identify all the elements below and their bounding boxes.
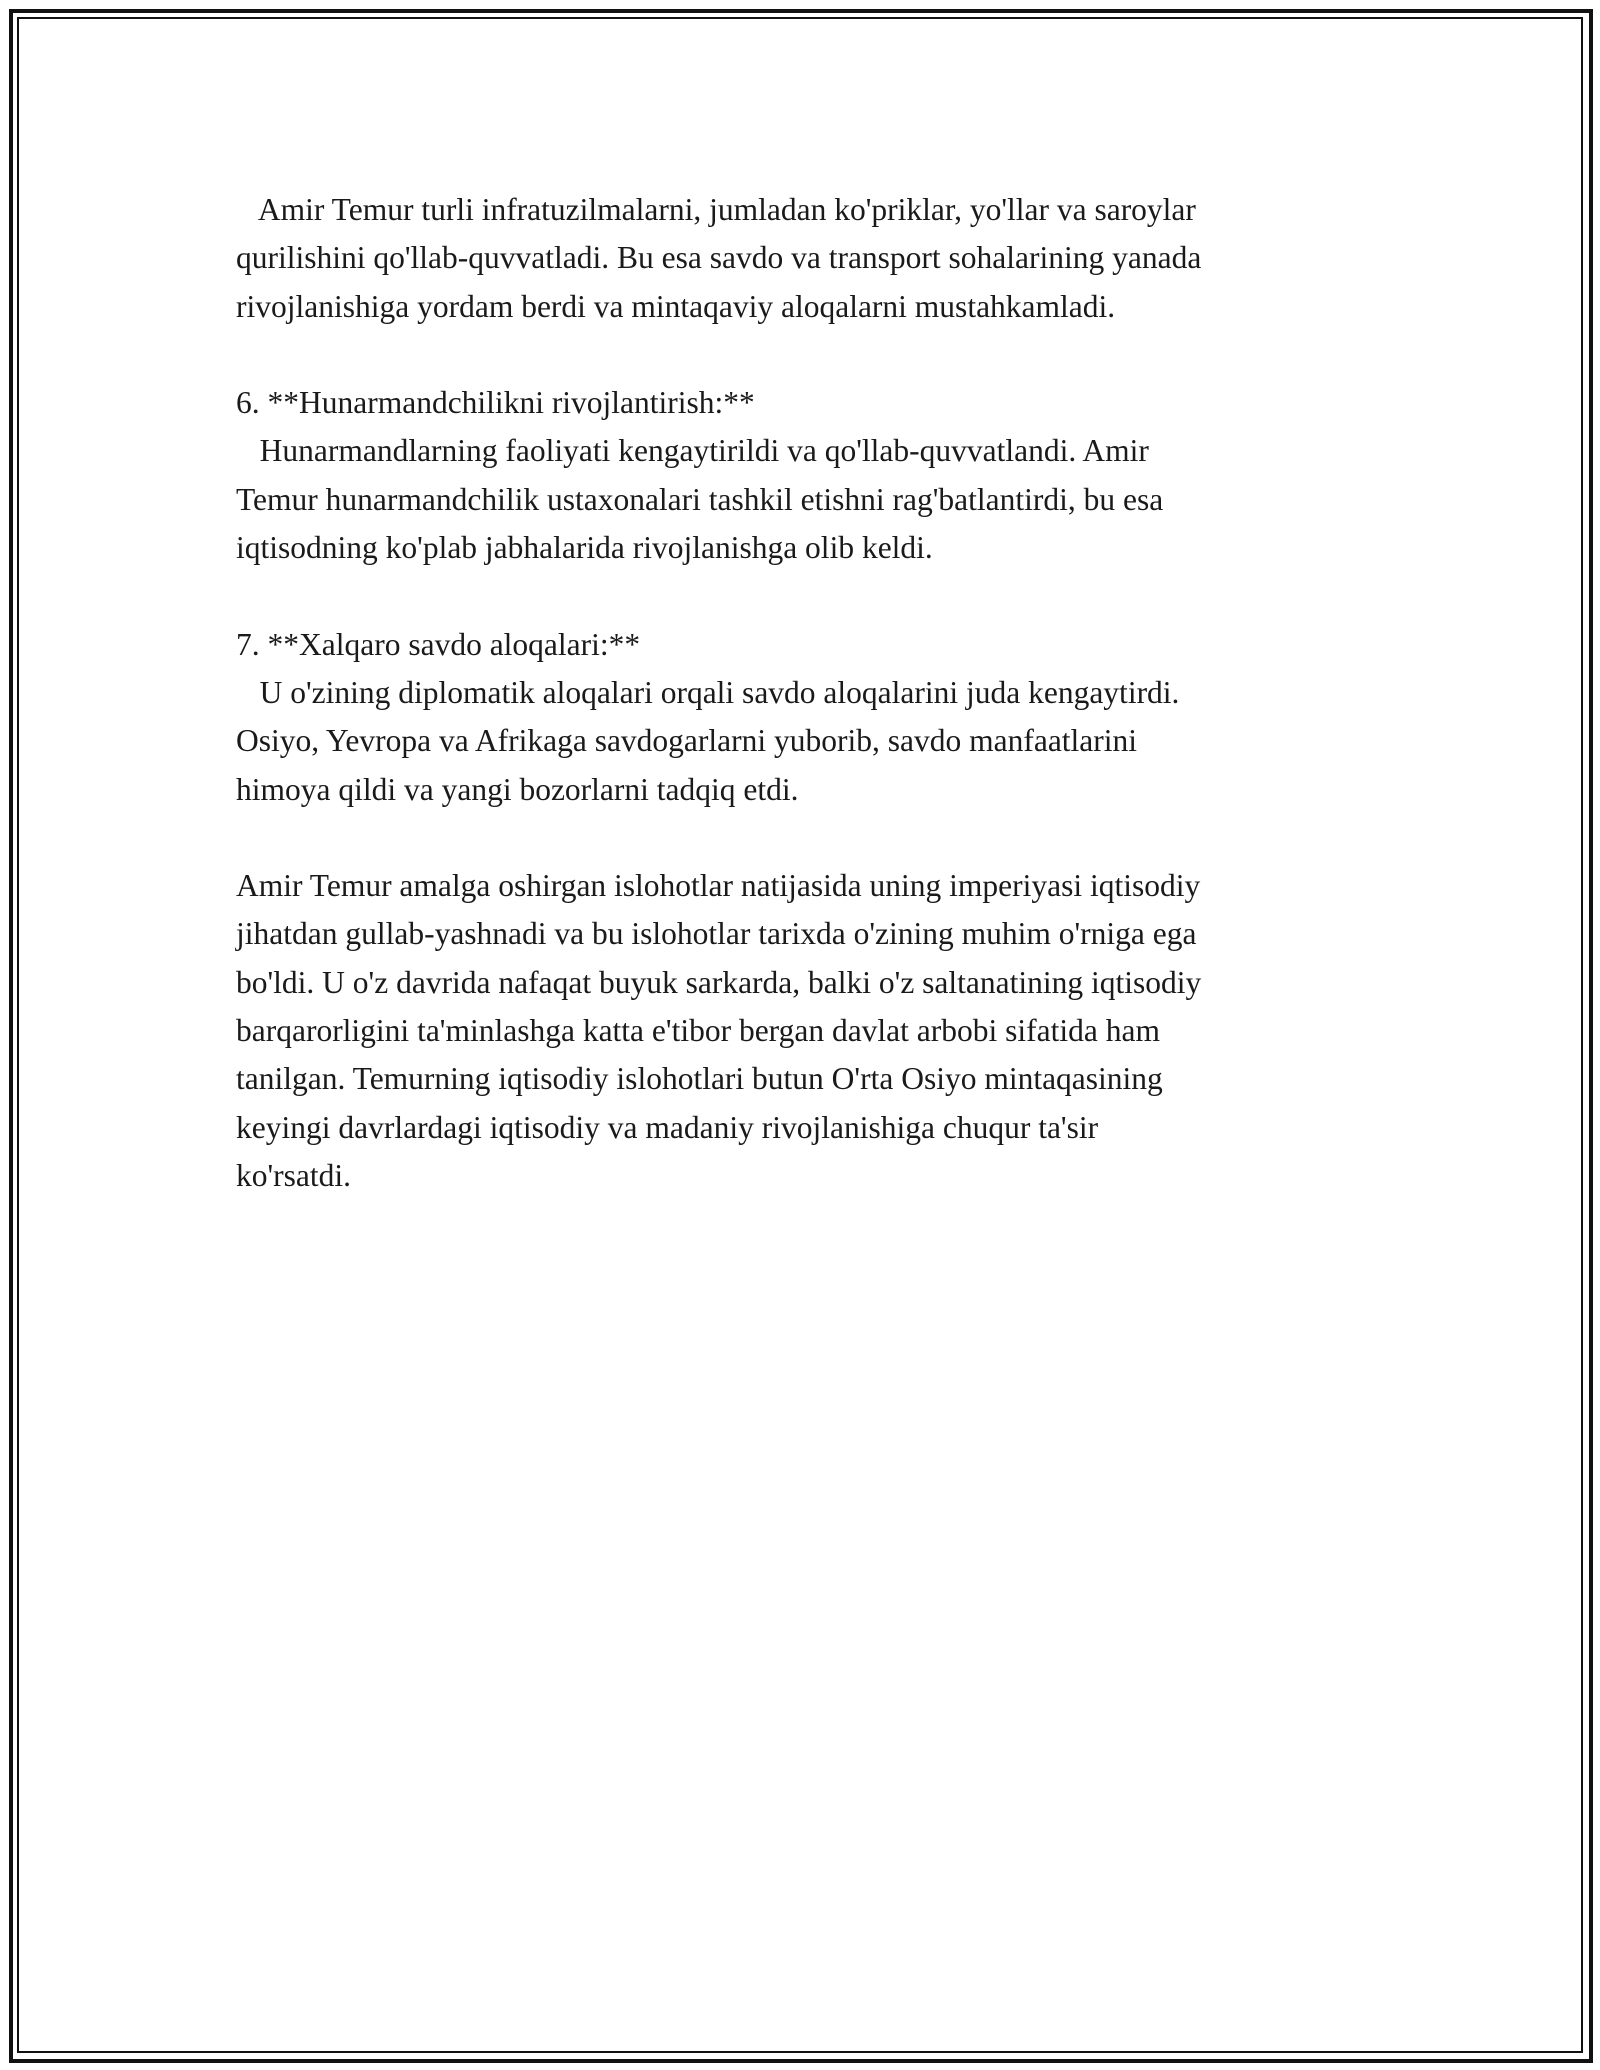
text-line: iqtisodning ko'plab jabhalarida rivojlanishga olib keldi. bbox=[236, 530, 933, 566]
text-line: bo'ldi. U o'z davrida nafaqat buyuk sarkarda, balki o'z saltanatining iqtisodiy bbox=[236, 964, 1202, 1000]
text-line: jihatdan gullab-yashnadi va bu islohotlar tarixda o'zining muhim o'rniga ega bbox=[236, 916, 1197, 952]
text-line: Hunarmandlarning faoliyati kengaytirildi va qo'llab-quvvatlandi. Amir bbox=[236, 433, 1149, 469]
paragraph-infrastructure bbox=[236, 186, 1376, 331]
document-body bbox=[236, 186, 1376, 1200]
paragraph-spacer bbox=[236, 814, 1376, 862]
section-heading: 6. **Hunarmandchilikni rivojlantirish:** bbox=[236, 385, 755, 421]
text-line: Osiyo, Yevropa va Afrikaga savdogarlarni yuborib, savdo manfaatlarini bbox=[236, 723, 1138, 759]
text-line: tanilgan. Temurning iqtisodiy islohotlari butun O'rta Osiyo mintaqasining bbox=[236, 1061, 1163, 1097]
section-7 bbox=[236, 621, 1376, 814]
text-line: qurilishini qo'llab-quvvatladi. Bu esa savdo va transport sohalarining yanada bbox=[236, 240, 1202, 276]
text-line: Amir Temur amalga oshirgan islohotlar natijasida uning imperiyasi iqtisodiy bbox=[236, 868, 1201, 904]
section-heading: 7. **Xalqaro savdo aloqalari:** bbox=[236, 626, 641, 662]
text-line: barqarorligini ta'minlashga katta e'tibor bergan davlat arbobi sifatida ham bbox=[236, 1013, 1160, 1049]
text-line: Temur hunarmandchilik ustaxonalari tashkil etishni rag'batlantirdi, bu esa bbox=[236, 481, 1164, 517]
paragraph-spacer bbox=[236, 572, 1376, 620]
text-line: ko'rsatdi. bbox=[236, 1157, 352, 1193]
text-line: Amir Temur turli infratuzilmalarni, jumladan ko'priklar, yo'llar va saroylar bbox=[236, 192, 1196, 227]
paragraph-spacer bbox=[236, 331, 1376, 379]
text-line: keyingi davrlardagi iqtisodiy va madaniy rivojlanishiga chuqur ta'sir bbox=[236, 1109, 1099, 1145]
paragraph-conclusion bbox=[236, 862, 1376, 1200]
text-line: U o'zining diplomatik aloqalari orqali savdo aloqalarini juda kengaytirdi. bbox=[236, 674, 1180, 710]
section-6 bbox=[236, 379, 1376, 572]
text-line: rivojlanishiga yordam berdi va mintaqaviy aloqalarni mustahkamladi. bbox=[236, 288, 1116, 324]
text-line: himoya qildi va yangi bozorlarni tadqiq etdi. bbox=[236, 771, 799, 807]
